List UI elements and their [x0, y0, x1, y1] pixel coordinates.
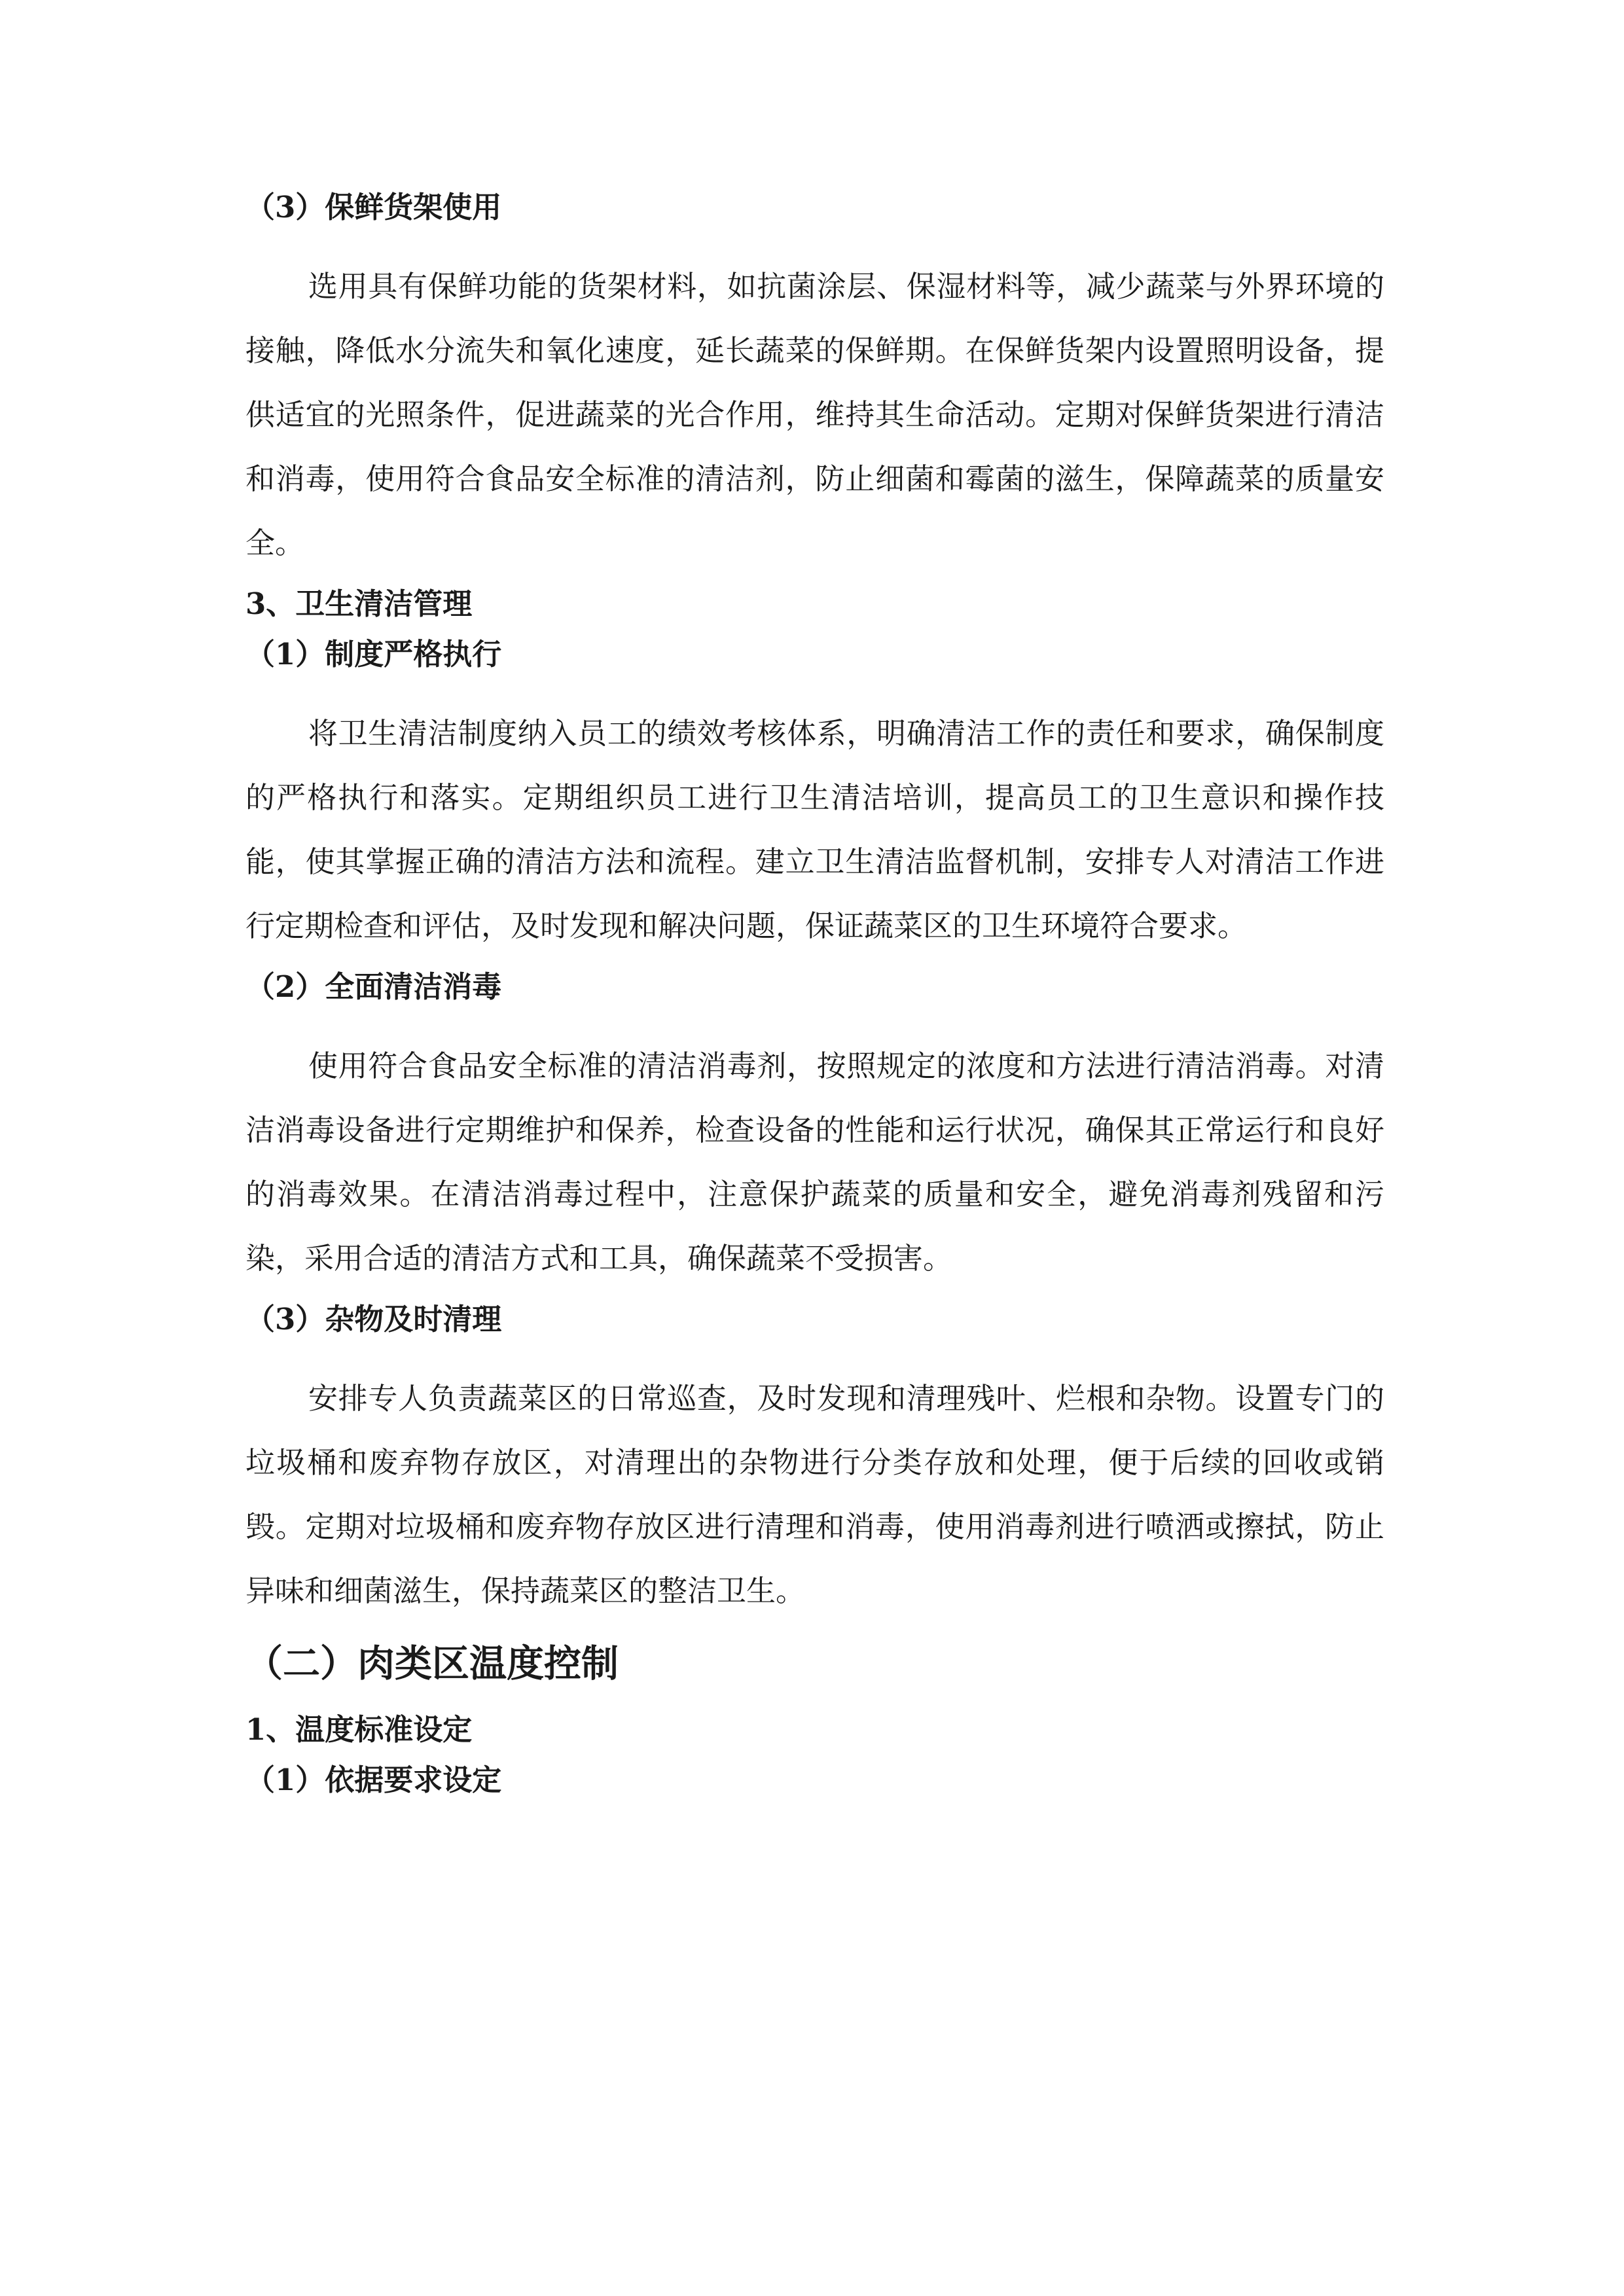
subsection-heading: （3）保鲜货架使用	[245, 190, 502, 224]
chapter-heading: （二）肉类区温度控制	[245, 1641, 619, 1685]
subsection-heading: （1）依据要求设定	[245, 1763, 502, 1797]
section-heading: 3、卫生清洁管理	[245, 586, 473, 621]
subsection-heading: （1）制度严格执行	[245, 637, 502, 672]
section-heading: 1、温度标准设定	[245, 1712, 473, 1747]
body-paragraph: 选用具有保鲜功能的货架材料，如抗菌涂层、保湿材料等，减少蔬菜与外界环境的接触，降低水分流失和氧化速度，延长蔬菜的保鲜期。在保鲜货架内设置照明设备，提供适宜的光照条件，促进蔬菜的光合作用，维持其生命活动。定期对保鲜货架进行清洁和消毒，使用符合食品安全标准的清洁剂，防止细菌和霉菌的滋生，保障蔬菜的质量安全。	[245, 269, 1384, 560]
subsection-heading: （3）杂物及时清理	[245, 1302, 502, 1336]
body-paragraph: 将卫生清洁制度纳入员工的绩效考核体系，明确清洁工作的责任和要求，确保制度的严格执行和落实。定期组织员工进行卫生清洁培训，提高员工的卫生意识和操作技能，使其掌握正确的清洁方法和流程。建立卫生清洁监督机制，安排专人对清洁工作进行定期检查和评估，及时发现和解决问题，保证蔬菜区的卫生环境符合要求。	[245, 716, 1384, 943]
text-column	[245, 187, 1384, 1800]
body-paragraph: 使用符合食品安全标准的清洁消毒剂，按照规定的浓度和方法进行清洁消毒。对清洁消毒设备进行定期维护和保养，检查设备的性能和运行状况，确保其正常运行和良好的消毒效果。在清洁消毒过程中，注意保护蔬菜的质量和安全，避免消毒剂残留和污染，采用合适的清洁方式和工具，确保蔬菜不受损害。	[245, 1049, 1384, 1276]
subsection-heading: （2）全面清洁消毒	[245, 969, 502, 1004]
body-paragraph: 安排专人负责蔬菜区的日常巡查，及时发现和清理残叶、烂根和杂物。设置专门的垃圾桶和废弃物存放区，对清理出的杂物进行分类存放和处理，便于后续的回收或销毁。定期对垃圾桶和废弃物存放区进行清理和消毒，使用消毒剂进行喷洒或擦拭，防止异味和细菌滋生，保持蔬菜区的整洁卫生。	[245, 1381, 1384, 1608]
